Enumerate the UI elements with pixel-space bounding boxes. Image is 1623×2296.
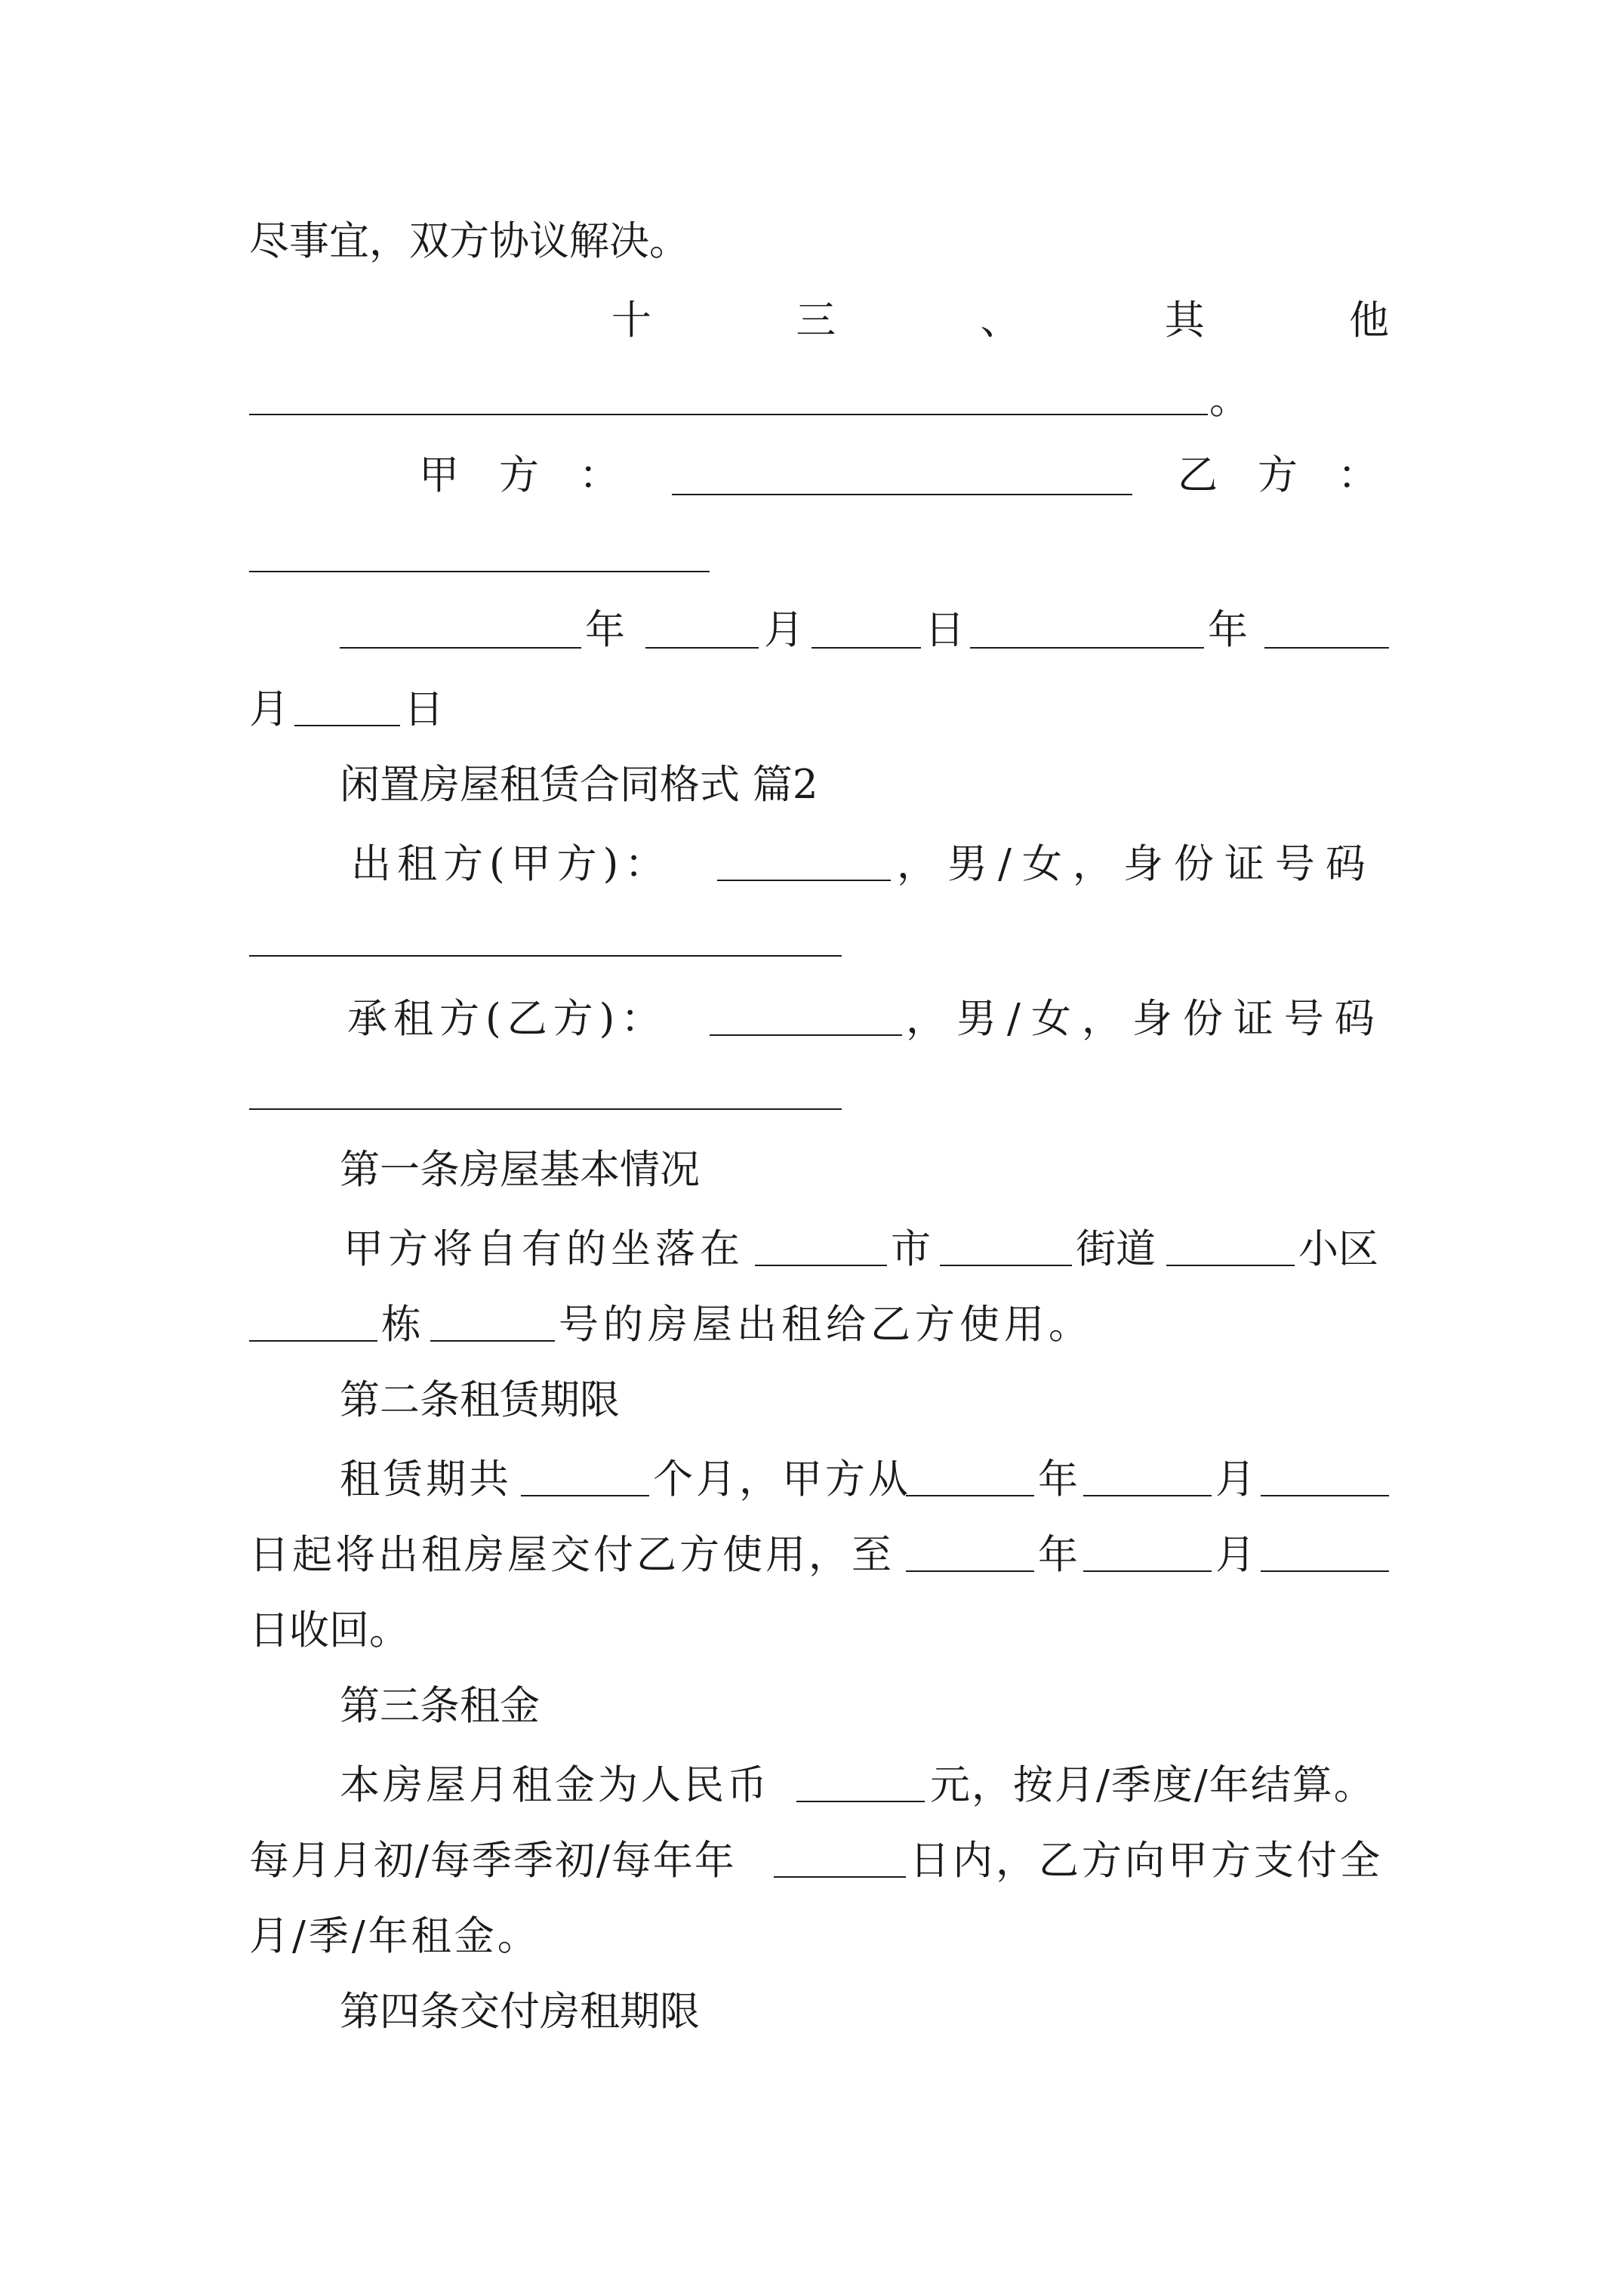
blank-day-b bbox=[294, 725, 400, 726]
month-label bbox=[1215, 1453, 1261, 1506]
year-label bbox=[1038, 1529, 1083, 1582]
blank-start-year bbox=[906, 1495, 1034, 1496]
lessor-suffix bbox=[897, 838, 1395, 891]
article-1-title bbox=[340, 1144, 1389, 1197]
blank-end-year bbox=[906, 1570, 1034, 1572]
street-text: 街道 bbox=[1076, 1226, 1156, 1272]
blank-lessee-id bbox=[249, 1108, 842, 1110]
month-label bbox=[1215, 1529, 1261, 1582]
blank-month-b bbox=[1264, 647, 1389, 649]
art3-text-d bbox=[910, 1835, 1393, 1888]
art2-a-text: 租赁期共 bbox=[340, 1456, 512, 1502]
art3-e-text: 月/季/年租金。 bbox=[249, 1913, 540, 1959]
blank-lessor-id bbox=[249, 955, 842, 957]
blank-start-day bbox=[1261, 1495, 1389, 1496]
art3-text-e bbox=[249, 1910, 1389, 1963]
blank-start-month bbox=[1083, 1495, 1212, 1496]
article-4-title-text: 第四条交付房租期限 bbox=[340, 1989, 700, 2035]
blank-lessor-name bbox=[717, 880, 891, 881]
art2-d-text: 日收回。 bbox=[249, 1607, 409, 1653]
street-label bbox=[1076, 1223, 1174, 1276]
art1-text bbox=[343, 1223, 766, 1276]
day-label bbox=[404, 683, 449, 736]
party-b-text: 乙 方 ： bbox=[1178, 452, 1378, 498]
year-label bbox=[585, 604, 630, 657]
art3-text-b bbox=[930, 1759, 1398, 1812]
year-label bbox=[1038, 1453, 1083, 1506]
art2-text-b bbox=[653, 1453, 917, 1506]
blank-month-a bbox=[645, 647, 759, 649]
contract-title bbox=[340, 759, 1389, 812]
art2-text-c bbox=[249, 1529, 895, 1582]
blank-end-day bbox=[1261, 1570, 1389, 1572]
party-a-text: 甲 方 ： bbox=[419, 452, 619, 498]
art2-c-text: 日起将出租房屋交付乙方使用，至 bbox=[249, 1532, 895, 1578]
art2-b-text: 个月，甲方从 bbox=[653, 1456, 911, 1502]
section-13-heading bbox=[611, 294, 1389, 347]
blank-pay-day bbox=[774, 1876, 906, 1878]
lessee-prefix-text: 承租方(乙方)： bbox=[347, 996, 667, 1042]
city-text: 市 bbox=[891, 1226, 931, 1272]
blank-building bbox=[249, 1340, 377, 1342]
period-mark bbox=[1209, 374, 1270, 427]
blank-other-terms bbox=[249, 414, 1208, 415]
blank-months bbox=[521, 1495, 649, 1496]
blank-party-b bbox=[249, 571, 710, 572]
lessee-suffix bbox=[906, 993, 1397, 1046]
year-text: 年 bbox=[1038, 1456, 1078, 1502]
heading-char: 其 bbox=[1164, 297, 1205, 344]
lessee-label bbox=[347, 993, 725, 1046]
city-label bbox=[891, 1223, 951, 1276]
party-b-label bbox=[1178, 449, 1404, 502]
art3-text-a bbox=[340, 1759, 793, 1812]
text-line-agreement bbox=[249, 215, 1389, 268]
year-text: 年 bbox=[1038, 1532, 1078, 1578]
month-text: 月 bbox=[1215, 1532, 1255, 1578]
heading-char: 三 bbox=[796, 297, 836, 344]
blank-party-a bbox=[672, 494, 1132, 495]
year-text: 年 bbox=[585, 607, 625, 653]
blank-number bbox=[430, 1340, 555, 1342]
article-3-title-text: 第三条租金 bbox=[340, 1683, 540, 1729]
lessor-label bbox=[351, 838, 728, 891]
art3-a-text: 本房屋月租金为人民币 bbox=[340, 1762, 770, 1808]
month-text: 月 bbox=[1215, 1456, 1255, 1502]
lessor-suffix-text: ，男/女，身份证号码 bbox=[897, 841, 1376, 887]
blank-end-month bbox=[1083, 1570, 1212, 1572]
blank-year-b bbox=[970, 647, 1204, 649]
art3-b-text: 元，按月/季度/年结算。 bbox=[930, 1762, 1375, 1808]
year-text: 年 bbox=[1208, 607, 1248, 653]
art2-text-a bbox=[340, 1453, 528, 1506]
article-2-title-text: 第二条租赁期限 bbox=[340, 1377, 620, 1423]
agreement-text: 尽事宜，双方协议解决。 bbox=[249, 218, 689, 264]
month-text: 月 bbox=[764, 607, 804, 653]
contract-title-text: 闲置房屋租赁合同格式 篇2 bbox=[340, 762, 818, 808]
lessor-prefix-text: 出租方(甲方)： bbox=[351, 841, 671, 887]
blank-lessee-name bbox=[710, 1034, 902, 1036]
article-4-title bbox=[340, 1986, 1389, 2039]
art2-text-d bbox=[249, 1604, 1389, 1657]
article-1-title-text: 第一条房屋基本情况 bbox=[340, 1147, 700, 1193]
art1-tail bbox=[559, 1299, 1238, 1351]
blank-street bbox=[940, 1265, 1072, 1266]
blank-city bbox=[755, 1265, 887, 1266]
blank-day-a bbox=[812, 647, 921, 649]
building-label bbox=[381, 1299, 427, 1351]
blank-district bbox=[1166, 1265, 1295, 1266]
heading-char: 十 bbox=[611, 297, 651, 344]
lessee-suffix-text: ，男/女，身份证号码 bbox=[906, 996, 1385, 1042]
art1-text-a: 甲方将自有的坐落在 bbox=[343, 1226, 744, 1272]
period-text: 。 bbox=[1209, 377, 1249, 423]
month-label bbox=[764, 604, 809, 657]
art3-d-text: 日内，乙方向甲方支付全 bbox=[910, 1838, 1383, 1884]
blank-rent bbox=[796, 1801, 925, 1802]
day-label bbox=[925, 604, 970, 657]
month-text: 月 bbox=[249, 686, 289, 732]
art1-tail-text: 号的房屋出租给乙方使用。 bbox=[559, 1302, 1093, 1348]
district-label bbox=[1298, 1223, 1397, 1276]
heading-char: 、 bbox=[980, 297, 1021, 344]
article-2-title bbox=[340, 1374, 1389, 1427]
art3-text-c bbox=[249, 1835, 778, 1888]
month-label bbox=[249, 683, 294, 736]
day-text: 日 bbox=[925, 607, 965, 653]
building-text: 栋 bbox=[381, 1302, 421, 1348]
day-text: 日 bbox=[404, 686, 444, 732]
article-3-title bbox=[340, 1680, 1389, 1733]
heading-char: 他 bbox=[1349, 297, 1389, 344]
district-text: 小区 bbox=[1298, 1226, 1378, 1272]
art3-c-text: 每月月初/每季季初/每年年 bbox=[249, 1838, 736, 1884]
year-label bbox=[1208, 604, 1253, 657]
blank-year-a bbox=[340, 647, 581, 649]
